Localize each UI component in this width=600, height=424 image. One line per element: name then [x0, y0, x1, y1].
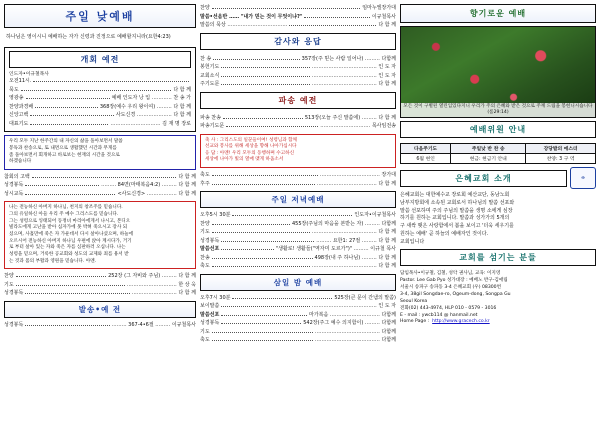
order-label: 말씀선포 — [200, 311, 220, 318]
col-header: 다음주기도 — [401, 144, 451, 154]
sending-section-title: 파송 예전 — [200, 92, 396, 109]
order-label: 찬양과경배 — [9, 103, 34, 110]
worship-committee-table — [400, 143, 596, 164]
order-label: 성경봉독 — [4, 182, 24, 189]
order-value: 사도신경 ………………… 다 함 께 — [115, 112, 191, 119]
order-row — [200, 319, 396, 328]
leader-dots — [232, 294, 332, 299]
order-row — [4, 321, 196, 330]
order-label: 축도 — [200, 172, 210, 179]
worship-committee-title: 예배위원 안내 — [400, 121, 596, 138]
order-value: <사도신경> ……………… 다 함 께 — [117, 190, 196, 197]
column-middle — [200, 4, 396, 420]
church-intro-text — [400, 192, 596, 246]
opening-order-list — [9, 77, 191, 128]
leader-dots — [289, 21, 376, 26]
table-header-row — [401, 144, 596, 154]
order-label: 성경봉독 — [200, 237, 220, 244]
intro-line: 구 새싹 맺은 사랑함에서 봄을 보이고 '더욱 세우기를 — [400, 223, 514, 229]
denomination-emblem-icon: ✠ — [570, 167, 596, 189]
leader-dots — [21, 86, 172, 91]
order-label: 기도 — [200, 328, 210, 335]
presider-line — [9, 70, 191, 77]
order-row — [200, 302, 396, 311]
order-row — [200, 294, 396, 303]
order-value: 다 함 께 — [173, 86, 191, 93]
order-row — [200, 262, 396, 271]
table-cell: 현금: 현금기 안내 — [451, 154, 526, 164]
order-row — [200, 228, 396, 237]
column-left — [4, 4, 196, 420]
order-value: ……………………………… 장가대 — [319, 172, 396, 179]
leader-dots — [304, 13, 369, 18]
staff-line: Seoul Korea — [400, 298, 428, 304]
order-label: 찬송 — [200, 254, 210, 261]
order-row — [200, 336, 396, 345]
creed-line: 셨으며, 사흘만에 죽은 자 가운데서 다시 살아나셨으며, 하늘에 — [9, 232, 134, 237]
creed-line: 빌라도에게 고난을 받아 십자가에 못 박혀 죽으시고 장사 되 — [9, 225, 128, 231]
order-row — [200, 21, 396, 30]
creed-line: 오르시어 전능하신 아버지 하나님 우편에 앉아 계시다가, 거기 — [9, 238, 132, 244]
intro-line: 말씀 선포하며 주의 주님의 말씀을 생명 소에게 심장 — [400, 207, 513, 214]
leader-dots — [221, 302, 309, 307]
guidance-line: 우리 모두 지난 한주간의 내 자신의 삶을 돌아보면서 말씀 — [9, 139, 123, 145]
order-label: 신앙고백 — [9, 112, 29, 119]
choir-line — [200, 4, 396, 30]
order-value: 498장(내 주 하나님) ……… 다 함 께 — [314, 254, 396, 261]
order-label: 찬양 — [200, 5, 210, 11]
order-row — [200, 122, 396, 131]
benediction-line: 축 사 : 그리스도의 일꾼들이여! 성령님과 함께 — [205, 137, 298, 143]
order-row — [9, 86, 191, 95]
order-row — [9, 103, 191, 112]
order-row — [200, 211, 396, 220]
order-label: 영광송 — [9, 95, 24, 102]
order-row — [9, 94, 191, 103]
creed-line: 는 것과 몸의 부활과 영원을 믿습니다. 아멘. — [9, 258, 97, 264]
order-label: 성경봉독 — [4, 290, 24, 297]
photo-caption: 모든 것이 구별된 열린입있다지니 우리가 주의 은혜와 받은 것으로 주께 드림을 봉헌니시습니다(롬29:14) — [401, 103, 595, 117]
guidance-line: 봉독과 찬송으로, 또 내면으로 생활했던 시간과 무게를 — [9, 145, 117, 151]
homepage-row — [400, 319, 596, 326]
order-value: ………………………… 목사임전송 — [320, 123, 396, 129]
leader-dots — [213, 55, 299, 60]
order-row — [200, 4, 396, 13]
order-value: ………………………………… 인 도 자 — [311, 303, 396, 310]
order-row — [200, 311, 396, 320]
leader-dots — [212, 180, 315, 185]
benediction-responsive-box — [200, 134, 396, 169]
hymn-prayer-order-list — [4, 272, 196, 298]
sending-order-list — [4, 321, 196, 330]
creed-line: 그의 유일하신 아들 우리 주 예수 그리스도를 믿습니다. — [9, 212, 119, 218]
order-label: 후주 — [200, 180, 210, 187]
order-value: ………………………………… 다 함 께 — [311, 81, 396, 87]
order-row — [200, 80, 396, 89]
sermon-title: 말씀•선음반 …… "내가 믿는 것이 무엇이냐?" — [200, 13, 303, 20]
table-cell: 찬양: 3 구 역 — [526, 154, 596, 164]
order-value: ……… 367-4•6절 ……… 이규철목사 — [111, 321, 196, 328]
leader-dots — [232, 211, 352, 216]
postlude-order-list — [200, 171, 396, 188]
church-intro-header — [400, 167, 596, 189]
order-label: 대표기도 — [9, 120, 29, 127]
order-row — [200, 55, 396, 64]
leader-dots — [221, 319, 301, 324]
order-value: ………………………………… 다함께 — [314, 337, 396, 344]
order-row — [200, 328, 396, 337]
sunday-morning-banner: 주일 낮예배 — [4, 4, 196, 28]
order-label: 기도 — [200, 229, 210, 236]
order-label: 봉헌기도 — [200, 64, 220, 70]
benediction-line: 세상에 나아가 빛의 열매 맺게 하옵소서 — [205, 157, 284, 163]
leader-dots — [212, 171, 318, 176]
order-row — [4, 190, 196, 199]
creed-line: 성령을 믿으며, 거룩한 공교회와 성도의 교제와 죄를 용서 받 — [9, 251, 129, 257]
order-label: 묵도 — [9, 86, 19, 93]
leader-dots — [212, 328, 313, 333]
creed-line: 로 부터 살아 있는 자와 죽은 자를 심판하러 오십니다. 나는 — [9, 245, 126, 251]
order-label: 오후5시 30분 — [200, 212, 231, 219]
order-value: ……………………………… 다 함 께 — [316, 180, 396, 187]
order-value: ……… 요한1: 27절 ……… 다 함 께 — [316, 237, 396, 244]
order-value: 455장(주님의 마음을 본받는 자) ……… 다함께 — [291, 220, 396, 227]
order-row — [200, 72, 396, 81]
leader-dots — [26, 94, 110, 99]
sunday-evening-banner: 주일 저녁예배 — [200, 191, 396, 208]
leader-dots — [25, 190, 115, 195]
order-value: 다 함 께 — [178, 173, 196, 180]
wednesday-night-banner: 삼일 밤 예배 — [200, 274, 396, 291]
leader-dots — [221, 237, 314, 242]
opening-service-title: 개회 예전 — [9, 51, 191, 68]
order-label: 오후7시 30분 — [200, 294, 231, 301]
order-value: 513장(오늘 주신 말씀에) ……… 다 함 께 — [304, 114, 396, 121]
order-value: 임마누엘장가대 — [362, 5, 396, 11]
col-header: 주일낮 반 찬 송 — [451, 144, 526, 154]
fragrant-worship-banner: 향기로운 예배 — [400, 4, 596, 23]
creed-line: 그는 성령으로 잉태되어 동정녀 마리아에게서 나시고, 본디오 — [9, 218, 131, 224]
thanksgiving-section-title: 감사와 응답 — [200, 33, 396, 50]
sending-section-order-list — [200, 114, 396, 131]
order-value: ………………………… 김 재 명 장로 — [110, 120, 191, 127]
order-row — [200, 245, 396, 254]
wednesday-order-list — [200, 294, 396, 345]
col-header: 강당발의 에스더 — [526, 144, 596, 154]
homepage-label: Home Page : — [400, 319, 430, 325]
opening-verse: 하나님은 영이시니 예배하는 자가 신령과 진정으로 예배할지니라(요한4:23) — [6, 34, 171, 40]
homepage-link[interactable]: http://www.gracech.co.kr — [432, 319, 490, 325]
leader-dots — [25, 181, 99, 186]
order-value: ……………………… 다 함 께 — [131, 290, 196, 297]
order-label: 주기도문 — [200, 81, 220, 87]
order-value: 252장 (그 자비와 주님) ……… 다 함 께 — [108, 273, 196, 280]
order-row — [200, 63, 396, 72]
order-label: 찬 송 — [200, 55, 212, 62]
church-intro-title: 은혜교회 소개 — [400, 170, 567, 187]
intro-line: 원하는 예배' 곧 하늘의 예배자인 것이다. — [400, 230, 489, 237]
order-label: 참회의 고백 — [4, 173, 30, 180]
order-label: 오전11시. — [9, 78, 32, 85]
intro-line: 교회입니다 — [400, 238, 425, 245]
order-row — [200, 254, 396, 263]
guidance-line: 좀 돌아보면서 회개하고 바로보는 현재의 시간을 것으로 — [9, 152, 120, 158]
order-row — [9, 120, 191, 129]
leader-dots — [33, 77, 189, 82]
order-value: 다 함 께 — [378, 22, 396, 28]
order-row — [9, 77, 191, 86]
preacher-name: 이규철목사 — [371, 13, 396, 20]
leader-dots — [212, 336, 313, 341]
leader-dots — [221, 311, 307, 316]
leader-dots — [212, 220, 290, 225]
order-value: 357장(주 믿는 사람 일어나) ……… 다함께 — [301, 55, 396, 62]
order-value: ………………………………… 인 도 자 — [311, 72, 396, 79]
order-label: 파송 찬송 — [200, 114, 221, 121]
order-label: 성경봉독 — [4, 321, 24, 328]
leader-dots — [212, 228, 310, 233]
leader-dots — [35, 103, 98, 108]
order-row — [200, 13, 396, 22]
table-cell: 6월 현인 — [401, 154, 451, 164]
opening-service-block — [4, 47, 196, 132]
order-label: 찬양 — [4, 273, 14, 280]
order-value: 525장(큰 문이 간냄의 말씀) — [334, 294, 396, 301]
leader-dots — [221, 245, 274, 250]
leader-dots — [16, 281, 125, 286]
order-value: "생활로! 생활들("역자미 도르가")" ……… 이규철 목사 — [275, 246, 396, 253]
staff-line: 3-4, 38gil Songdae-ro, Ogeum-dong, Songpa Gu — [400, 291, 511, 297]
order-label: 기도 — [4, 281, 14, 288]
church-staff-title: 교회를 섬기는 분들 — [400, 249, 596, 266]
leader-dots — [221, 63, 309, 68]
table-row — [401, 154, 596, 164]
leader-dots — [30, 111, 114, 116]
church-staff-info — [400, 271, 596, 326]
leader-dots — [212, 254, 313, 259]
order-row — [4, 289, 196, 298]
staff-line: 서울시 송파구 송파동 3-4 은혜교회 (우) 08300번 — [400, 285, 502, 291]
order-row — [200, 171, 396, 180]
order-label: 성시교독 — [4, 190, 24, 197]
order-row — [200, 237, 396, 246]
leader-dots — [32, 173, 177, 178]
order-value: 예배 인도자 낭 입 ………… 찬 송 가 — [111, 95, 191, 102]
order-row — [4, 173, 196, 182]
intro-line: 하기를 원하는 교회입니다. 말씀과 성가가의 5개의 — [400, 215, 510, 222]
repentance-guidance-box — [4, 135, 196, 170]
order-value: 인도자•이규철목사 — [354, 212, 396, 219]
evening-sermon-title: 말씀선포 — [200, 246, 220, 253]
flower-photo — [400, 26, 596, 118]
staff-line: 담임목사•이규철, 김철, 성악 권사님, 교육: 이지영 — [400, 271, 501, 277]
confession-order-list — [4, 173, 196, 199]
leader-dots — [25, 289, 129, 294]
sending-service-banner: 발송•예 전 — [4, 301, 196, 318]
thanksgiving-order-list — [200, 55, 396, 89]
staff-line: E - mail : ywcb114 @ hanmail.net — [400, 312, 478, 318]
order-label: 보이말씀 — [200, 303, 220, 310]
order-value: 마가복음 ………………………… 다함께 — [309, 311, 396, 318]
order-label: 축도 — [200, 263, 210, 270]
order-value: ……… 84면(마태복음4:2) ……… 다 함 께 — [101, 182, 196, 189]
order-row — [200, 220, 396, 229]
order-value: ………………………… 한 상 욱 — [126, 281, 196, 288]
leader-dots — [226, 122, 318, 127]
order-row — [200, 114, 396, 123]
order-row — [200, 180, 396, 189]
benediction-line: 응 답 : 아멘! 우리 모두의 동행하며 수고하신 — [205, 150, 295, 156]
leader-dots — [30, 120, 108, 125]
leader-dots — [223, 114, 303, 119]
order-value: 542장(주그 예수 의지함이) ……… 다함께 — [303, 320, 396, 327]
order-value: 368장(예수 우리 왕이여) ……… 다 함 께 — [99, 103, 191, 110]
order-label: 찬양 — [200, 220, 210, 227]
order-row — [4, 281, 196, 290]
staff-line: 전화(02) 443-4974, HLP 010 - 0579 - 3016 — [400, 305, 497, 311]
benediction-line: 선교와 봉사를 위해 세상을 향해 나아가십시다 — [205, 144, 297, 150]
guidance-line: 하겠습니다 — [9, 159, 32, 165]
order-value: ………………………………… 다함께 — [314, 328, 396, 335]
order-label: 교회소식 — [200, 72, 220, 79]
apostles-creed-box — [4, 201, 196, 269]
column-right — [400, 4, 596, 420]
order-row — [4, 181, 196, 190]
evening-order-list — [200, 211, 396, 271]
order-label: 성경봉독 — [200, 320, 220, 327]
presider-label: 인도자•이규철목사 — [9, 72, 49, 78]
leader-dots — [25, 321, 109, 326]
order-row — [4, 272, 196, 281]
order-value: ………………………………… 인 도 자 — [311, 64, 396, 70]
order-row — [9, 111, 191, 120]
order-label: 말씀의 묵상 ……………………………… — [200, 22, 288, 28]
leader-dots — [221, 72, 309, 77]
staff-line: Pastor. Lee Gab Pyo 성가대장 : 예배노 반구-김애림 — [400, 278, 508, 284]
leader-dots — [16, 272, 106, 277]
leader-dots — [212, 4, 361, 9]
leader-dots — [212, 262, 310, 267]
order-label: 축도 — [200, 337, 210, 344]
order-value: ………………………………… 다 함 께 — [311, 263, 396, 270]
order-label: 파송기도문 — [200, 123, 225, 129]
creed-line: 나는 전능하신 아버지 하나님, 천지의 창조주를 믿습니다. — [9, 205, 123, 211]
intro-line: 남부지방회에 소속된 교회로서 하나님의 말씀 선포와 — [400, 199, 515, 206]
intro-line: 은혜교회는 대한예수교 장로회 예산교단, 동남노회 — [400, 192, 510, 198]
order-value: ………………………………… 다 함 께 — [311, 229, 396, 236]
leader-dots — [221, 80, 309, 85]
